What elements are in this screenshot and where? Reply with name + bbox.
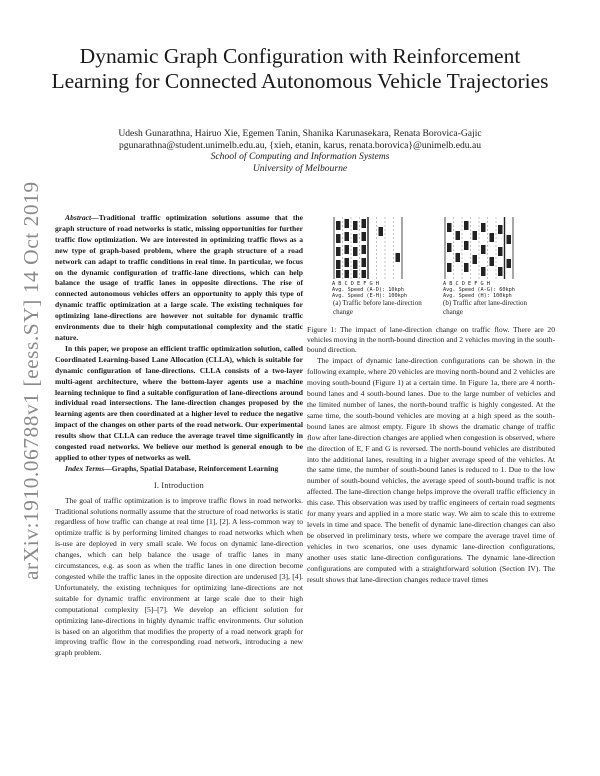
traffic-after-diagram — [443, 217, 515, 281]
abstract-paragraph-2: In this paper, we propose an efficient traffic optimization solution, called Coordinated Learning-based Lane Allocation (CLLA), which is suitable for dynamic configuration of lane-directions. CLLA consists of a two-layer multi-agent architecture, where the bottom-layer agents use a machine learning technique to find a suitable configuration of lane-directions around individual road intersections. The lane-direction changes proposed by the learning agents are then coordinated at a higher level to reduce the negative impact of the changes on other parts of the road network. Our experimental results show that CLLA can reduce the average travel time significantly in congested road networks. We believe our method is general enough to be applied to other types of networks as well. — [55, 343, 303, 462]
university-name: University of Melbourne — [252, 162, 348, 174]
section-heading: I. Introduction — [153, 480, 205, 490]
author-emails: pgunarathna@student.unimelb.edu.au, {xieh, etanin, karus, renata.borovica}@unimelb.edu.au — [118, 139, 482, 151]
index-terms-label: Index Terms — [65, 463, 105, 473]
panel-b-letters: A B C D E F G H — [443, 281, 490, 287]
abstract-text: —Traditional traffic optimization solutions assume that the graph structure of road networks is static, missing opportunities for further traffic flow optimization. We are interested in optimizing traffic flows as a new type of graph-based problem, where the graph structure of a road network can adapt to traffic conditions in real time. In particular, we focus on the dynamic configuration of traffic-lane directions, which can help balance the usage of traffic lanes in opposite directions. The rise of connected autonomous vehicles offers an opportunity to apply this type of dynamic traffic optimization at a large scale. The existing techniques for optimizing lane-directions are however not suitable for dynamic traffic environments due to their high computational complexity and the static nature. — [55, 213, 303, 342]
panel-a-speed-north: Avg. Speed (A-D): 10kph — [332, 287, 404, 293]
figure-panel-b — [443, 217, 515, 297]
arxiv-id: arXiv:1910.06788v1 [eess.SY] 14 Oct 2019 — [19, 181, 43, 580]
abstract-label: Abstract — [65, 213, 92, 222]
figure-1 — [307, 215, 555, 325]
intro-paragraph: The goal of traffic optimization is to improve traffic flows in road networks. Traditional solutions normally assume that the structure of road networks is static regardless of how traffic can change at real time [1], [2]. A less-common way to optimize traffic is by performing limited changes to road networks which when is-use are deployed in very small scale. We focus on dynamic lane-direction changes, which can help balance the usage of traffic lanes in many circumstances, e.g. as soon as when the traffic lanes in one direction become congested while the traffic lanes in the opposite direction are underused [3], [4]. Unfortunately, the existing techniques for optimizing lane-directions are not suitable for dynamic traffic environment at large scale due to their high computational complexity [5]–[7]. We develop an efficient solution for optimizing lane-directions in highly dynamic traffic environments. Our solution is based on an algorithm that modifies the property of a road network graph for improving traffic flow in the corresponding road network, introducing a new graph problem. — [55, 495, 303, 658]
panel-b-speed-north: Avg. Speed (A-G): 60kph — [443, 287, 515, 293]
author-list: Udesh Gunarathna, Hairuo Xie, Egemen Tanin, Shanika Karunasekara, Renata Borovica-Gajic — [118, 128, 482, 139]
arxiv-stamp — [2, 181, 43, 580]
paper-title: Dynamic Graph Configuration with Reinforcement Learning for Connected Autonomous Vehicle Trajectories — [51, 44, 549, 93]
left-column — [55, 213, 303, 659]
body-paragraph: The impact of dynamic lane-direction configurations can be shown in the following example, where 20 vehicles are moving north-bound and 2 vehicles are moving south-bound (Figure 1) at a certain time. In Figure 1a, there are 4 north-bound lanes and 4 south-bound lanes. Due to the large number of vehicles and the limited number of lanes, the north-bound traffic is highly congested. At the same time, the south-bound vehicles are moving at a high speed as the south-bound lanes are almost empty. Figure 1b shows the dramatic change of traffic flow after lane-direction changes are applied when congestion is observed, where the direction of E, F and G is reversed. The north-bound vehicles are distributed into the additional lanes, resulting in a higher average speed of the vehicles. At the same time, the number of south-bound lanes is reduced to 1. Due to the low number of south-bound vehicles, the average speed of south-bound traffic is not affected. The lane-direction change helps improve the overall traffic efficiency in this case. This observation was used by traffic engineers of certain road segments for many years and applied in a more static way. We aim to scale this to extreme levels in time and space. The benefit of dynamic lane-direction changes can also be observed in preliminary tests, where we compare the average travel time of vehicles in two scenarios, one uses dynamic lane-direction configurations, another uses static lane-direction configurations. The dynamic lane-direction configurations are computed with a straightforward solution (Section IV). The result shows that lane-direction changes reduce travel times — [307, 356, 555, 584]
figure-caption: Figure 1: The impact of lane-direction change on traffic flow. There are 20 vehicles moving in the north-bound direction and 2 vehicles moving in the south-bound direction. — [307, 325, 555, 354]
panel-b-speed-south: Avg. Speed (H): 100kph — [443, 293, 512, 299]
index-terms — [55, 464, 303, 475]
school-name: School of Computing and Information Systems — [210, 151, 390, 162]
subcaption-b: (b) Traffic after lane-direction change — [443, 299, 528, 316]
panel-a-speed-south: Avg. Speed (E-H): 100kph — [332, 293, 407, 299]
panel-a-letters: A B C D E F G H — [332, 281, 379, 287]
traffic-before-diagram — [332, 217, 404, 281]
figure-panel-a — [332, 217, 407, 299]
subcaption-a: (a) Traffic before lane-direction change — [333, 299, 422, 316]
index-terms-text: —Graphs, Spatial Database, Reinforcement Learning — [104, 463, 279, 473]
abstract-paragraph — [55, 213, 303, 344]
right-column — [307, 213, 555, 585]
author-block — [40, 128, 560, 174]
